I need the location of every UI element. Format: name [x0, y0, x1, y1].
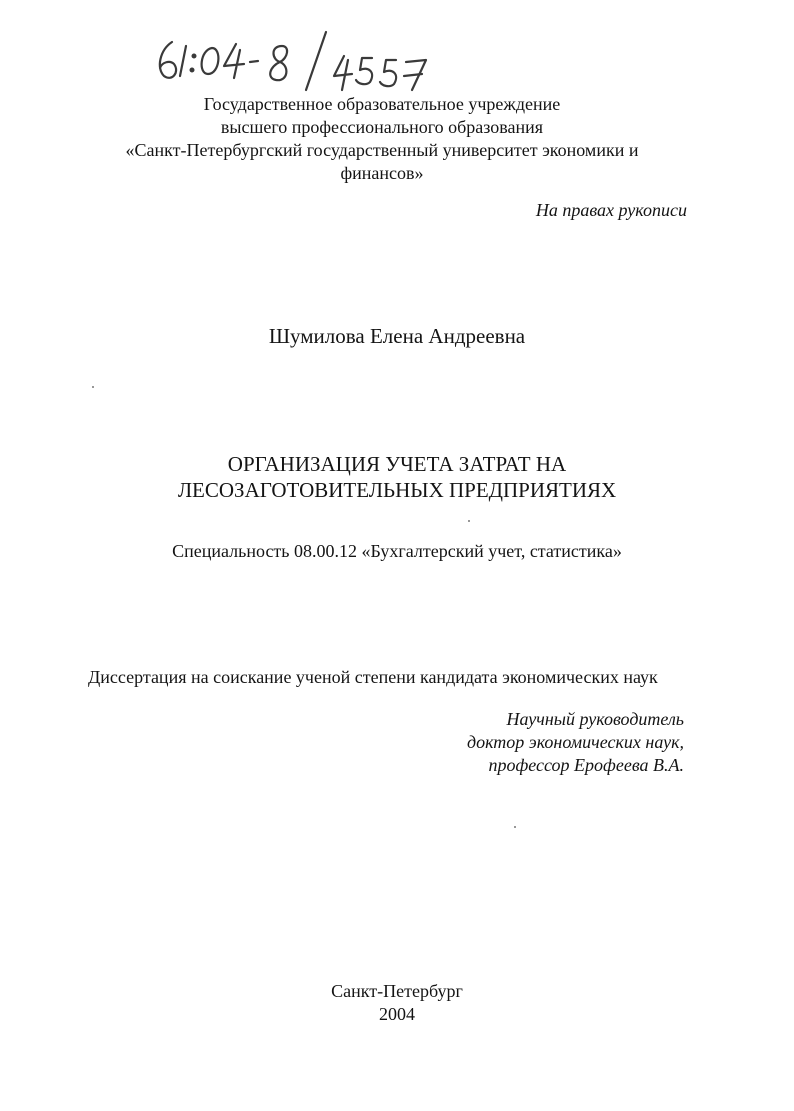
institution-line: высшего профессионального образования [220, 117, 544, 137]
specialty-line: Специальность 08.00.12 «Бухгалтерский учет, статистика» [172, 541, 622, 561]
year: 2004 [379, 1004, 415, 1024]
institution-line: «Санкт-Петербургский государственный университет экономики и [125, 140, 639, 160]
title-line: ОРГАНИЗАЦИЯ УЧЕТА ЗАТРАТ НА [227, 452, 567, 476]
scan-speck [92, 386, 94, 388]
manuscript-rights-note: На правах рукописи [535, 200, 687, 220]
title-line: ЛЕСОЗАГОТОВИТЕЛЬНЫХ ПРЕДПРИЯТИЯХ [177, 478, 617, 502]
dissertation-title [0, 451, 794, 503]
institution-line: финансов» [340, 163, 424, 183]
scan-speck [468, 520, 470, 522]
scan-speck [514, 826, 516, 828]
advisor-role: Научный руководитель [506, 709, 684, 729]
advisor-name: профессор Ерофеева В.А. [488, 755, 684, 775]
degree-statement: Диссертация на соискание ученой степени кандидата экономических наук [88, 667, 658, 687]
advisor-degree: доктор экономических наук, [466, 732, 684, 752]
author-name: Шумилова Елена Андреевна [268, 324, 526, 348]
scientific-advisor [467, 708, 684, 777]
institution-line: Государственное образовательное учреждение [203, 94, 561, 114]
place-and-year [0, 980, 794, 1026]
handwritten-archive-number [150, 28, 440, 98]
city: Санкт-Петербург [331, 981, 463, 1001]
institution-block [40, 93, 724, 185]
